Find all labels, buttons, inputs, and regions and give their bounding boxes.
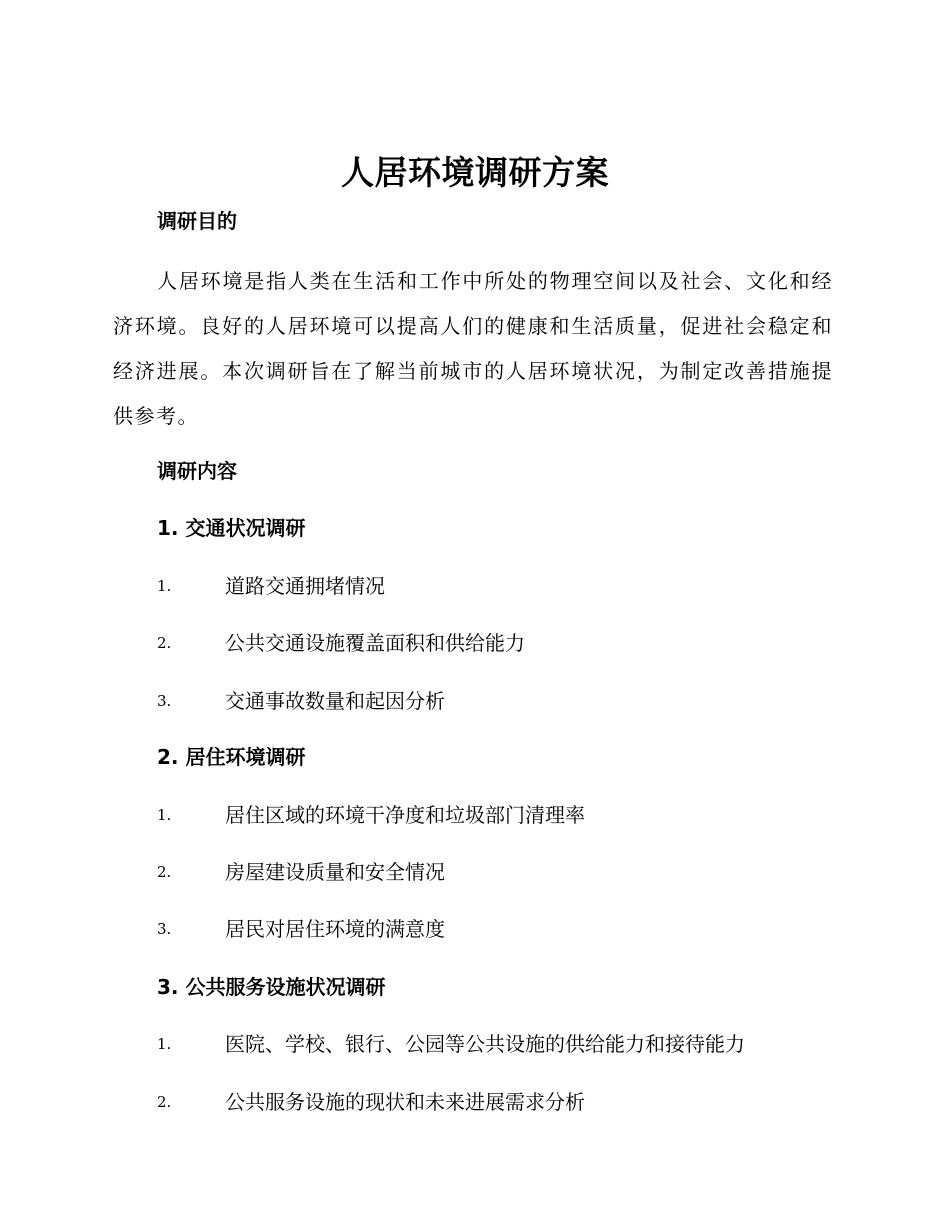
list-item	[157, 800, 857, 830]
list-number: 2.	[157, 1093, 172, 1111]
list-item	[157, 914, 857, 944]
subsection-heading-traffic: 1. 交通状况调研	[157, 516, 306, 540]
list-item-text: 交通事故数量和起因分析	[225, 689, 445, 713]
list-item	[157, 1029, 857, 1059]
subsection-heading-living: 2. 居住环境调研	[157, 745, 306, 769]
purpose-paragraph: 人居环境是指人类在生活和工作中所处的物理空间以及社会、文化和经济环境。良好的人居环境可以提高人们的健康和生活质量，促进社会稳定和经济进展。本次调研旨在了解当前城市的人居环境状况，为制定改善措施提供参考。	[113, 269, 833, 428]
list-item-text: 房屋建设质量和安全情况	[225, 860, 445, 884]
list-number: 1.	[157, 806, 172, 824]
list-number: 3.	[157, 920, 172, 938]
list-number: 2.	[157, 634, 172, 652]
subsection-heading-public-services: 3. 公共服务设施状况调研	[157, 975, 386, 999]
list-item	[157, 1087, 857, 1117]
list-number: 1.	[157, 1035, 172, 1053]
list-item-text: 居住区域的环境干净度和垃圾部门清理率	[225, 803, 585, 827]
section-heading-content: 调研内容	[157, 459, 237, 483]
list-item-text: 公共交通设施覆盖面积和供给能力	[225, 631, 525, 655]
list-item-text: 道路交通拥堵情况	[225, 574, 385, 598]
list-item	[157, 628, 857, 658]
list-item-text: 公共服务设施的现状和未来进展需求分析	[225, 1090, 585, 1114]
section-heading-purpose: 调研目的	[157, 209, 237, 233]
list-item-text: 医院、学校、银行、公园等公共设施的供给能力和接待能力	[225, 1032, 745, 1056]
list-item	[157, 857, 857, 887]
list-number: 2.	[157, 863, 172, 881]
list-item	[157, 686, 857, 716]
list-number: 3.	[157, 692, 172, 710]
list-item-text: 居民对居住环境的满意度	[225, 917, 445, 941]
list-number: 1.	[157, 577, 172, 595]
list-item	[157, 571, 857, 601]
document-title: 人居环境调研方案	[341, 153, 609, 192]
